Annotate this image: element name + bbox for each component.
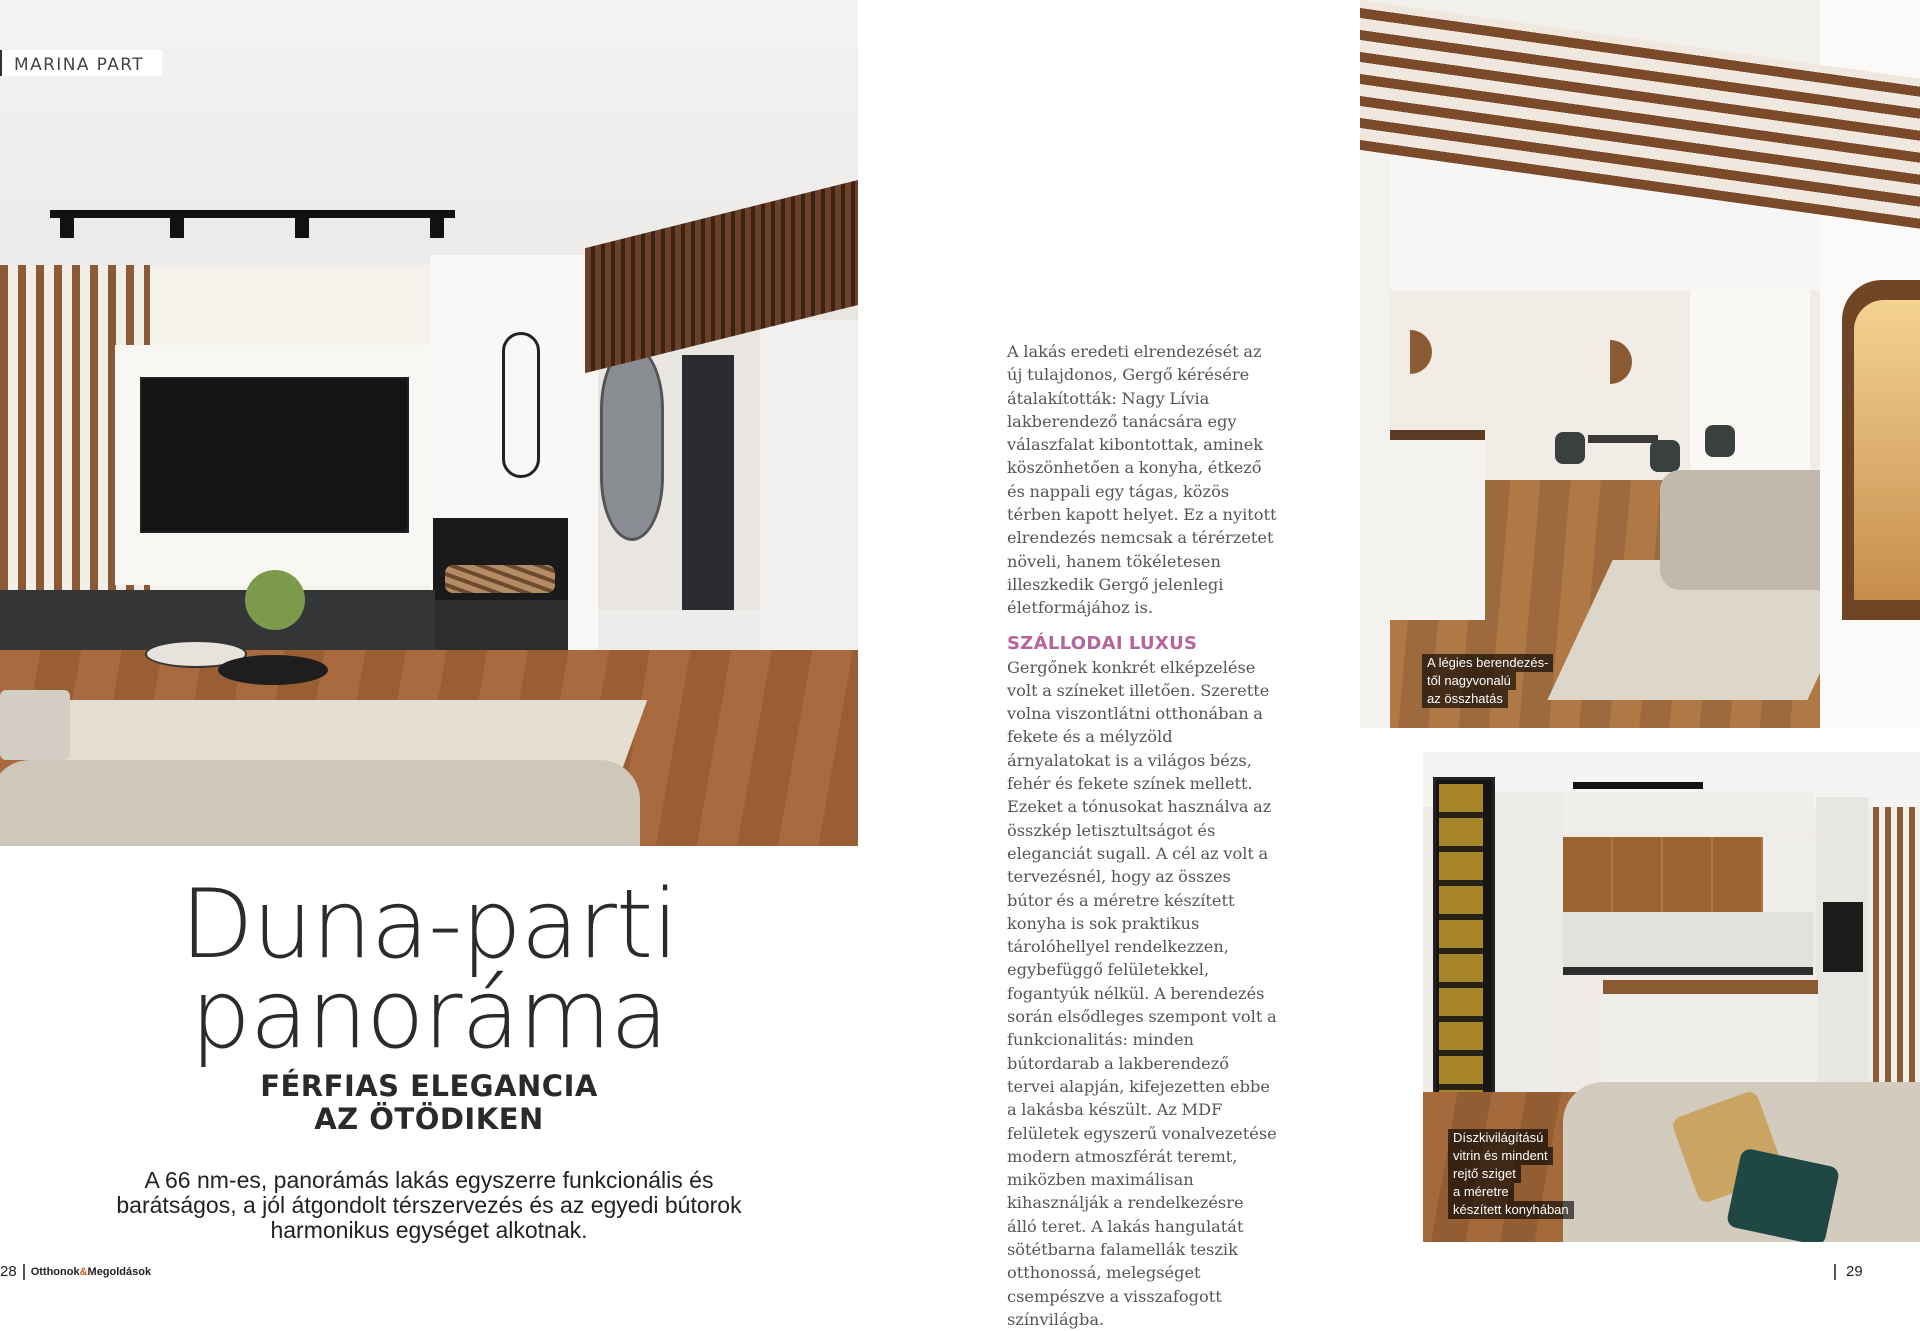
tv [140,377,409,533]
article-title: Duna-parti panoráma [180,870,678,1070]
body-paragraph: A lakás eredeti elrendezését az új tulajdonos, Gergő kérésére átalakították: Nagy Lívia lakberendező tanácsára egy válaszfalat kibontottak, aminek köszönhetően a konyha, étkező és nappali egy tágas, közös térben kapott helyet. Ez a nyitott elrendezés nemcsak a térérzetet növeli, hanem tökéletesen illeszkedik Gergő jelenlegi életformájához is. [1007,342,1277,618]
sofa [0,760,640,846]
photo-caption: A légies berendezés- től nagyvonalú az összhatás [1422,654,1553,708]
page-number: 28 [0,1263,17,1280]
footer-right [1834,1263,1863,1280]
wall-clock [502,332,540,478]
photo-caption: Díszkivilágítású vitrin és mindent rejtő sziget a méretre készített konyhában [1448,1129,1574,1219]
living-room-photo [0,0,858,846]
article-lead: A 66 nm-es, panorámás lakás egyszerre funkcionális és barátságos, a jól átgondolt térszervezés és az egyedi bútorok harmonikus egységet alkotnak. [116,1167,742,1243]
body-text-column [1007,340,1277,1331]
footer-left [0,1263,151,1280]
magazine-logo: Otthonok&Megoldások [30,1265,152,1278]
body-paragraph: Gergőnek konkrét elképzelése volt a színeket illetően. Szerette volna viszontlátni otthonában a fekete és a mélyzöld árnyalatokat is a világos bézs, fehér és fekete színek mellett. Ezeket a tónusokat használva az összkép letisztultságot és eleganciát sugall. A cél az volt a tervezésnél, hogy az összes bútor és a méretre készített konyha is sok praktikus tárolóhellyel rendelkezzen, egybefüggő felületekkel, fogantyúk nélkül. A berendezés során elsődleges szempont volt a funkcionalitás: minden bútordarab a lakberendező tervei alapján, kifejezetten ebbe a lakásba készült. Az MDF felületek egyszerű vonalvezetése modern atmoszférát teremt, miközben maximálisan kihasználják a rendelkezésre álló teret. A lakás hangulatát sötétbarna falamellák teszik otthonossá, melegséget csempészve a visszafogott színvilágba. [1007,657,1277,1329]
page-number: 29 [1846,1263,1863,1280]
section-tag: MARINA PART [0,50,162,76]
article-subtitle: FÉRFIAS ELEGANCIA AZ ÖTÖDIKEN [260,1069,598,1136]
divider [23,1264,25,1280]
dining-area-photo [1360,0,1920,728]
kitchen-photo [1423,752,1920,1242]
divider [1834,1264,1836,1280]
section-heading: SZÁLLODAI LUXUS [1007,632,1198,654]
